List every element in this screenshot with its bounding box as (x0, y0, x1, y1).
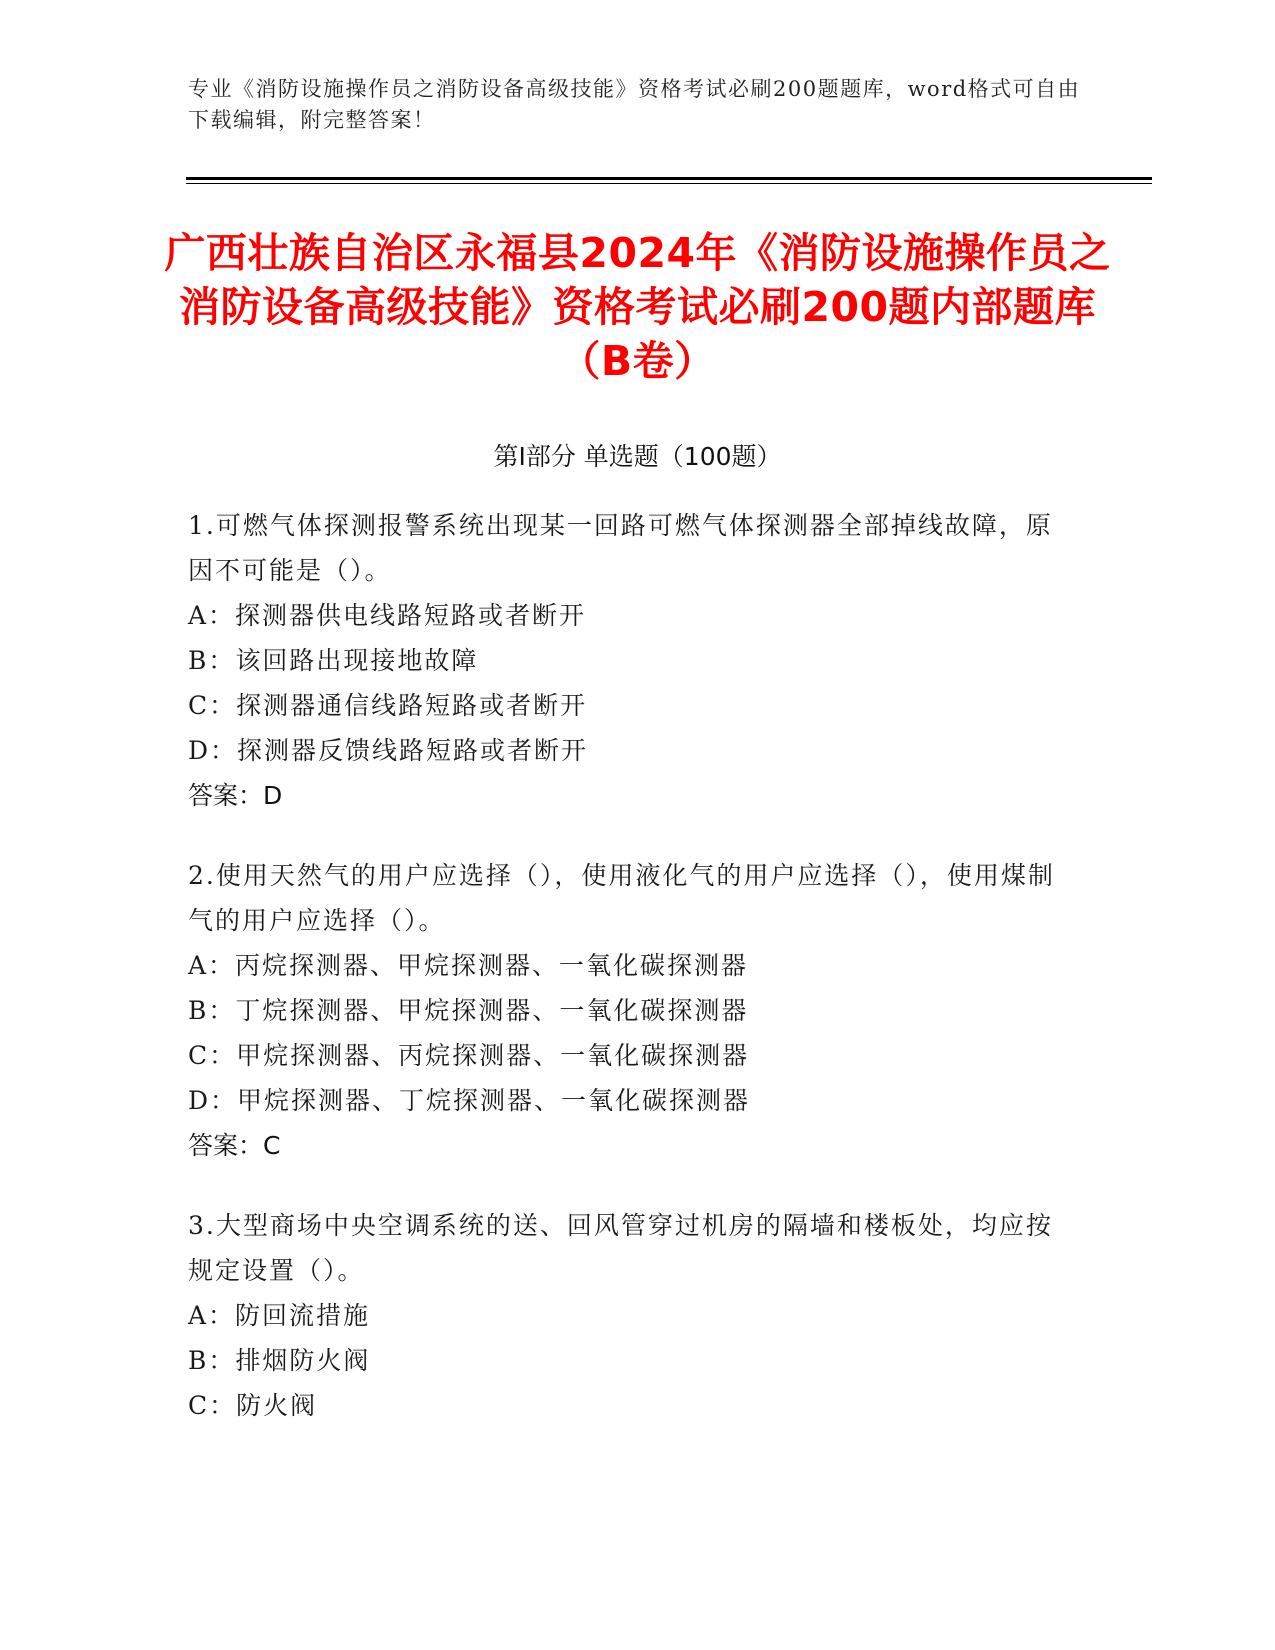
answer: 答案：C (188, 1131, 281, 1160)
document-title: 广西壮族自治区永福县2024年《消防设施操作员之消防设备高级技能》资格考试必刷200题内部题库（B卷） (164, 229, 1111, 385)
option-c: C：防火阀 (188, 1391, 318, 1420)
header-divider-thin (186, 183, 1152, 184)
question-2 (188, 853, 1068, 1168)
option-a: A：丙烷探测器、甲烷探测器、一氧化碳探测器 (188, 951, 749, 980)
option-a: A：防回流措施 (188, 1301, 371, 1330)
option-b: B：丁烷探测器、甲烷探测器、一氧化碳探测器 (188, 996, 749, 1025)
header-note: 专业《消防设施操作员之消防设备高级技能》资格考试必刷200题题库，word格式可自由下载编辑，附完整答案！ (188, 77, 1081, 132)
question-3 (188, 1203, 1068, 1428)
section-title: 第Ⅰ部分 单选题（100题） (493, 442, 782, 471)
option-c: C：探测器通信线路短路或者断开 (188, 691, 588, 720)
option-c: C：甲烷探测器、丙烷探测器、一氧化碳探测器 (188, 1041, 750, 1070)
question-stem: 3.大型商场中央空调系统的送、回风管穿过机房的隔墙和楼板处，均应按规定设置（）。 (188, 1211, 1053, 1285)
option-d: D：甲烷探测器、丁烷探测器、一氧化碳探测器 (188, 1086, 751, 1115)
option-b: B：排烟防火阀 (188, 1346, 371, 1375)
question-1 (188, 503, 1068, 818)
question-stem: 2.使用天然气的用户应选择（），使用液化气的用户应选择（），使用煤制气的用户应选择（）。 (188, 861, 1055, 935)
answer: 答案：D (188, 781, 283, 810)
option-d: D：探测器反馈线路短路或者断开 (188, 736, 589, 765)
header-divider-thick (186, 177, 1152, 180)
option-b: B：该回路出现接地故障 (188, 646, 479, 675)
option-a: A：探测器供电线路短路或者断开 (188, 601, 587, 630)
question-stem: 1.可燃气体探测报警系统出现某一回路可燃气体探测器全部掉线故障，原因不可能是（）。 (188, 511, 1053, 585)
